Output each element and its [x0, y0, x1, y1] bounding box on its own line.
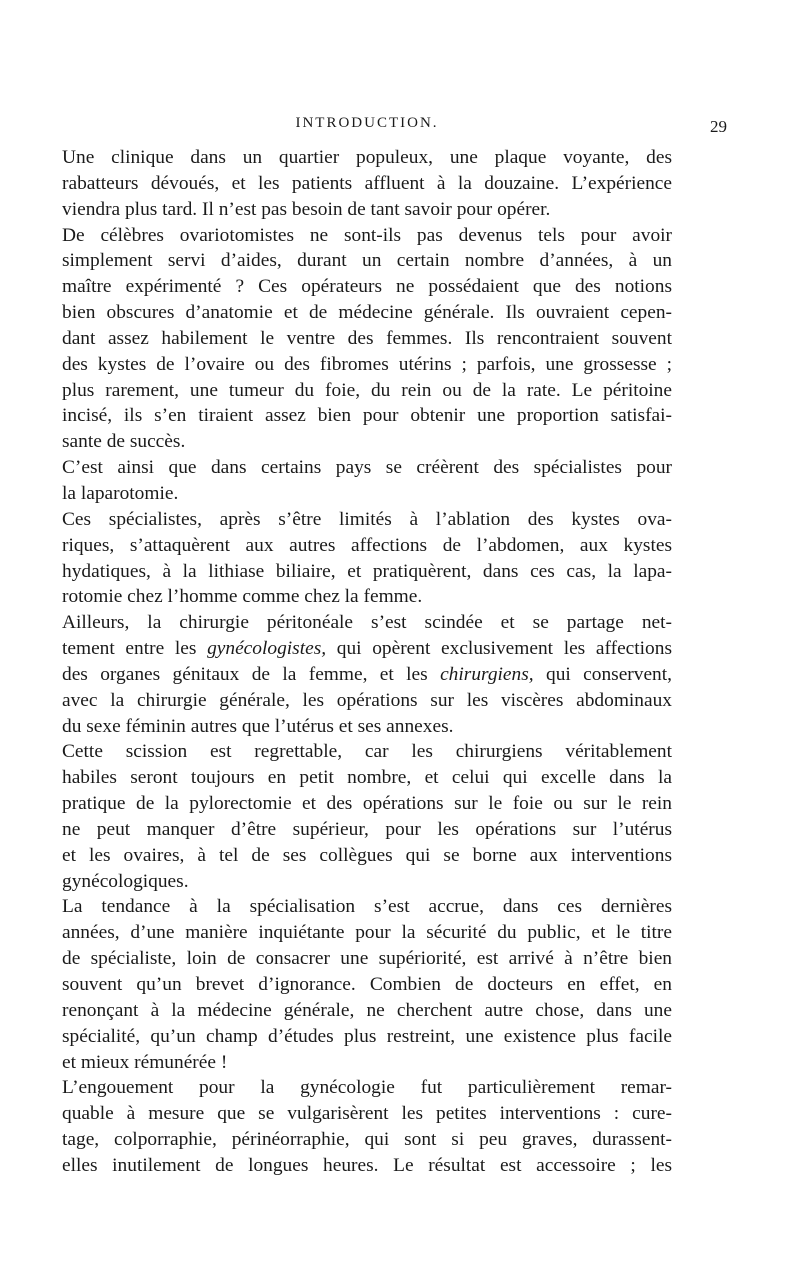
running-head [62, 112, 727, 136]
text-line: maître expérimenté ? Ces opérateurs ne possédaient que des notions [62, 276, 672, 298]
text-line: elles inutilement de longues heures. Le résultat est accessoire ; les [62, 1154, 672, 1176]
text-line: La tendance à la spécialisation s’est accrue, dans ces dernières [62, 896, 672, 918]
text-line: ne peut manquer d’être supérieur, pour les opérations sur l’utérus [62, 818, 672, 840]
text-line: la laparotomie. [62, 482, 179, 504]
text-line: sante de succès. [62, 431, 186, 453]
page-number: 29 [710, 117, 727, 136]
text-line: Ailleurs, la chirurgie péritonéale s’est scindée et se partage net- [62, 612, 672, 634]
text-line [62, 636, 672, 662]
text-line: avec la chirurgie générale, les opérations sur les viscères abdominaux [62, 689, 672, 711]
running-title: INTRODUCTION. [295, 115, 439, 131]
text-fragment: qui opèrent exclusivement les affections [326, 638, 672, 660]
paragraph [62, 894, 672, 1075]
text-line: C’est ainsi que dans certains pays se créèrent des spécialistes pour [62, 457, 672, 479]
paragraph [62, 223, 672, 456]
text-line: dant assez habilement le ventre des femmes. Ils rencontraient souvent [62, 327, 672, 349]
text-line: rotomie chez l’homme comme chez la femme. [62, 586, 423, 608]
text-line: et mieux rémunérée ! [62, 1051, 228, 1073]
text-line: et les ovaires, à tel de ses collègues qui se borne aux interventions [62, 844, 672, 866]
text-line: Une clinique dans un quartier populeux, une plaque voyante, des [62, 147, 672, 168]
paragraph [62, 1075, 672, 1178]
paragraph [62, 145, 672, 223]
text-line [62, 662, 672, 688]
body-text [62, 145, 672, 1179]
text-line: viendra plus tard. Il n’est pas besoin de tant savoir pour opérer. [62, 198, 551, 220]
text-fragment: tement entre les [62, 638, 208, 660]
text-line: L’engouement pour la gynécologie fut particulièrement remar- [62, 1077, 672, 1099]
italic-term: chirurgiens, [440, 663, 534, 685]
text-fragment: des organes génitaux de la femme, et les [62, 663, 441, 685]
paragraph [62, 507, 672, 610]
text-line: de spécialiste, loin de consacrer une supériorité, est arrivé à n’être bien [62, 948, 672, 970]
text-line: incisé, ils s’en tiraient assez bien pour obtenir une proportion satisfai- [62, 405, 672, 427]
text-line: plus rarement, une tumeur du foie, du rein ou de la rate. Le péritoine [62, 379, 672, 401]
text-line: rabatteurs dévoués, et les patients affluent à la douzaine. L’expérience [62, 172, 672, 194]
text-line: années, d’une manière inquiétante pour la sécurité du public, et le titre [62, 922, 672, 944]
paragraph [62, 739, 672, 894]
text-line: bien obscures d’anatomie et de médecine générale. Ils ouvraient cepen- [62, 302, 672, 324]
text-line: quable à mesure que se vulgarisèrent les petites interventions : cure- [62, 1103, 672, 1125]
text-fragment: qui conservent, [533, 663, 672, 685]
paragraph [62, 455, 672, 507]
text-line: gynécologiques. [62, 870, 189, 892]
text-line: souvent qu’un brevet d’ignorance. Combien de docteurs en effet, en [62, 974, 672, 995]
text-line: riques, s’attaquèrent aux autres affections de l’abdomen, aux kystes [62, 534, 672, 556]
italic-term: gynécologistes, [207, 638, 327, 660]
text-line: Ces spécialistes, après s’être limités à l’ablation des kystes ova- [62, 508, 672, 530]
text-line: du sexe féminin autres que l’utérus et ses annexes. [62, 715, 454, 737]
text-line: habiles seront toujours en petit nombre, et celui qui excelle dans la [62, 767, 672, 789]
text-line: spécialité, qu’un champ d’études plus restreint, une existence plus facile [62, 1025, 672, 1047]
text-line: Cette scission est regrettable, car les chirurgiens véritablement [62, 741, 672, 763]
text-line: pratique de la pylorectomie et des opérations sur le foie ou sur le rein [62, 793, 672, 815]
text-line: renonçant à la médecine générale, ne cherchent autre chose, dans une [62, 999, 672, 1021]
text-line: tage, colporraphie, périnéorraphie, qui sont si peu graves, durassent- [62, 1129, 672, 1151]
paragraph [62, 610, 672, 739]
text-line: De célèbres ovariotomistes ne sont-ils pas devenus tels pour avoir [62, 224, 672, 246]
text-line: hydatiques, à la lithiase biliaire, et pratiquèrent, dans ces cas, la lapa- [62, 560, 672, 582]
text-line: simplement servi d’aides, durant un certain nombre d’années, à un [62, 250, 672, 272]
text-line: des kystes de l’ovaire ou des fibromes utérins ; parfois, une grossesse ; [62, 353, 672, 375]
